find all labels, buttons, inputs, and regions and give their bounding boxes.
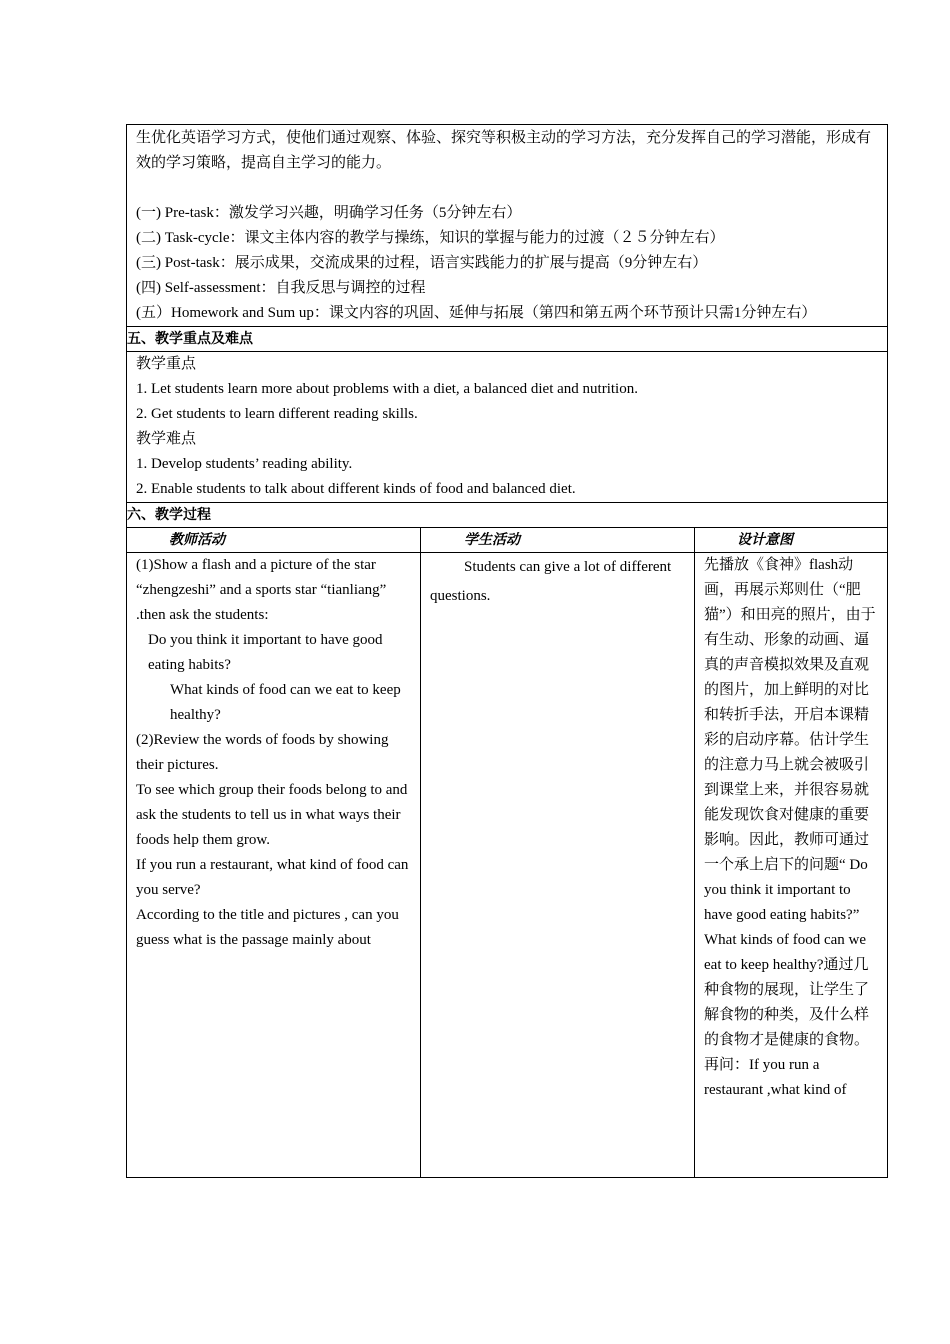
- intro-row: [127, 125, 888, 327]
- section5-heading: 五、教学重点及难点: [127, 327, 888, 352]
- teacher-line-7: According to the title and pictures , can you guess what is the passage mainly about: [136, 907, 399, 948]
- column-header-student: 学生活动: [421, 528, 695, 553]
- step-3: (三) Post-task：展示成果，交流成果的过程，语言实践能力的扩展与提高（9分钟左右）: [136, 255, 708, 271]
- blank-line: [136, 176, 879, 201]
- teacher-line-4: (2)Review the words of foods by showing their pictures.: [136, 732, 389, 773]
- key-points-label: 教学重点: [136, 356, 197, 372]
- student-activity-text: Students can give a lot of different questions.: [430, 559, 672, 604]
- difficult-points-label: 教学难点: [136, 431, 197, 447]
- step-5: (五）Homework and Sum up：课文内容的巩固、延伸与拓展（第四和第五两个环节预计只需1分钟左右）: [136, 305, 817, 321]
- column-header-teacher: 教师活动: [127, 528, 421, 553]
- key-point-1: 1. Let students learn more about problems with a diet, a balanced diet and nutrition.: [136, 381, 638, 397]
- column-header-row: [127, 528, 888, 553]
- student-activity-cell: [421, 553, 695, 1178]
- intro-paragraph: 生优化英语学习方式，使他们通过观察、体验、探究等积极主动的学习方法，充分发挥自己的学习潜能，形成有效的学习策略，提高自主学习的能力。: [136, 130, 872, 171]
- column-header-design: 设计意图: [695, 528, 888, 553]
- difficult-point-2: 2. Enable students to talk about different kinds of food and balanced diet.: [136, 481, 576, 497]
- intro-cell: [127, 125, 888, 327]
- design-intent-text: 先播放《食神》flash动画，再展示郑则仕（“肥猫”）和田亮的照片，由于有生动、形象的动画、逼真的声音模拟效果及直观的图片，加上鲜明的对比和转折手法，开启本课精彩的启动序幕。估计学生的注意力马上就会被吸引到课堂上来，并很容易就能发现饮食对健康的重要影响。因此，教师可通过一个承上启下的问题“ Do you think it important to have good eating habits?” What kinds of food can we eat to keep healthy?通过几种食物的展现，让学生了解食物的种类，及什么样的食物才是健康的食物。再问：If you run a restaurant ,what kind of: [704, 557, 876, 1098]
- teacher-line-3: What kinds of food can we eat to keep healthy?: [170, 682, 401, 723]
- teacher-line-2: Do you think it important to have good eating habits?: [148, 632, 383, 673]
- step-2: (二) Task-cycle：课文主体内容的教学与操练，知识的掌握与能力的过渡（２５分钟左右）: [136, 230, 725, 246]
- document-page: [126, 124, 887, 1178]
- step-4: (四) Self-assessment：自我反思与调控的过程: [136, 280, 426, 296]
- key-point-2: 2. Get students to learn different reading skills.: [136, 406, 418, 422]
- section5-content-row: [127, 352, 888, 503]
- teacher-activity-cell: [127, 553, 421, 1178]
- section5-heading-row: [127, 327, 888, 352]
- teacher-line-6: If you run a restaurant, what kind of food can you serve?: [136, 857, 409, 898]
- teacher-line-1: (1)Show a flash and a picture of the star “zhengzeshi” and a sports star “tianliang” .then ask the students:: [136, 557, 387, 623]
- process-row: [127, 553, 888, 1178]
- section5-content: [127, 352, 888, 503]
- lesson-plan-table: [126, 124, 888, 1178]
- teacher-line-5: To see which group their foods belong to and ask the students to tell us in what ways their foods help them grow.: [136, 782, 408, 848]
- design-intent-cell: [695, 553, 888, 1178]
- difficult-point-1: 1. Develop students’ reading ability.: [136, 456, 353, 472]
- section6-heading-row: [127, 503, 888, 528]
- section6-heading: 六、教学过程: [127, 503, 888, 528]
- step-1: (一) Pre-task：激发学习兴趣，明确学习任务（5分钟左右）: [136, 205, 522, 221]
